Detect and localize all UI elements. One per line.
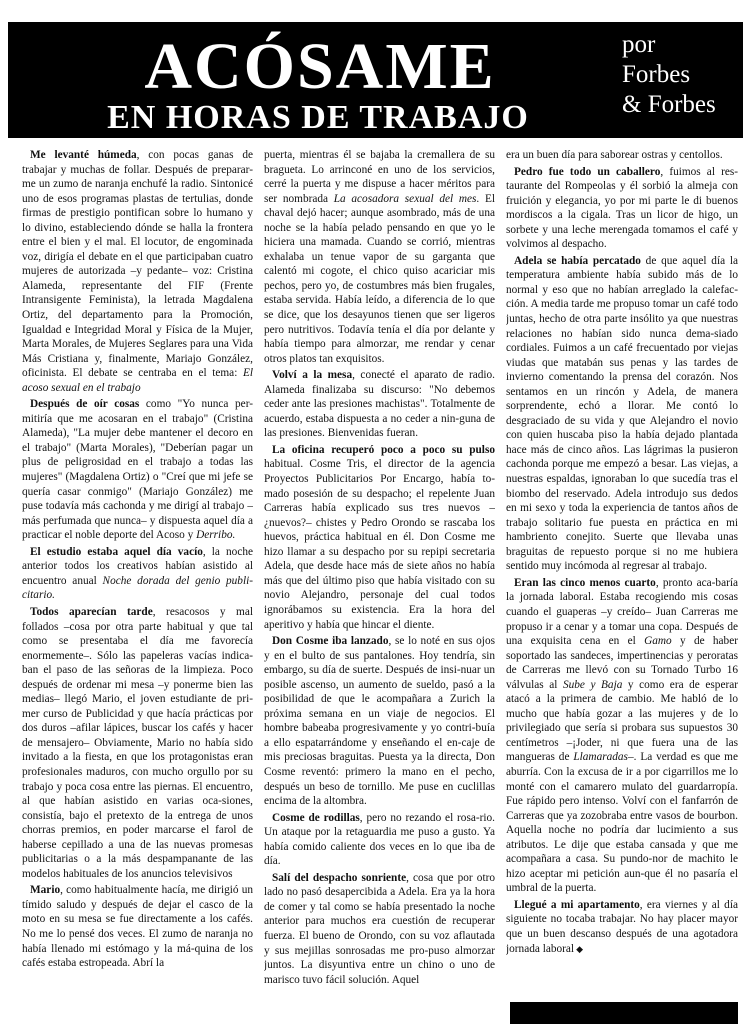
end-of-article-mark: ◆ [576, 943, 583, 954]
paragraph [264, 148, 495, 366]
paragraph-text: , pero no rezando el rosa-rio. Un ataque por la retaguardia me puso a gusto. Ya había comido caliente dos veces en lo que iba de día. [264, 811, 495, 868]
paragraph-text: como "Yo nunca per-mitiría que me acosaran en el trabajo" (Cristina Alameda), "La mujer debe mantener el decoro en el trabajo" (Marta Morales), "Deberían pagar un plus de peligrosidad en el trabajo a todas las mujeres" (Magdalena Ortiz) o "Creí que mi jefe se quería casar conmigo" (Mariajo González) me puse todavía más cachonda y me dirigí al trabajo –más perfumada que nunca– y dispuesta aquel día a practicar el noble deporte del Acoso y [22, 398, 253, 542]
paragraph [22, 397, 253, 542]
text-column-1 [22, 148, 253, 1018]
paragraph-italic: Noche dorada del genio publi-citario. [22, 574, 253, 602]
byline-author-1: Forbes [622, 61, 691, 88]
paragraph [264, 443, 495, 632]
paragraph-text: –. La verdad es que me aburría. Con la excusa de ir a por cigarrillos me lo monté con el camarero mulato del guardarropía. Fue rápido pero intenso. Volví con el fanfarrón de Carreras que ya zozobraba entre vasos de bourbon. Aquella noche no podría dar lucimiento a sus atributos. Le dije que estaba cansada y que me acompañara a casa. Su pundo-nor de machito le hizo aceptar mi petición aun-que él no pasaría el umbral de la puerta. [506, 751, 738, 895]
paragraph-text: , cosa que por otro lado no pasó desapercibida a Adela. Era ya la hora de comer y tal como se había presentado la noche anterior para muchos era cuestión de recuperar fuerza. El bueno de Orondo, con su voz aflautada y sus mejillas sonrosadas me pro-puso almorzar juntos. La disyuntiva entre un chino o uno de marisco tuvo fácil solución. Aquel [264, 871, 495, 986]
paragraph-lead: Pedro fue todo un caballero [514, 165, 661, 178]
paragraph-text: , se lo noté en sus ojos y en el bulto de sus pantalones. Hoy tendría, sin embargo, su día de suerte. Después de insi-nuar un posible ascenso, un aumento de sueldo, pasó a la posibilidad de que le acompañara a Zurich la próxima semana en un viaje de negocios. El hombre babeaba progresivamente y yo contri-buía a ello espatarrándome y enseñando el en-caje de mis preciosas braguitas. Puesta ya la directa, Don Cosme reventó: primero la mano en el pecho, después un beso de tornillo. Me puse en cuclillas encima de la altombra. [264, 635, 495, 808]
paragraph-text: , era viernes y al día siguiente no tocaba trabajar. No hay placer mayor que un buen descanso después de una agotadora jornada laboral [506, 898, 738, 955]
paragraph-italic: Llamaradas [573, 751, 628, 764]
decorative-black-bar [510, 1002, 738, 1024]
paragraph-lead: Todos aparecían tarde [30, 605, 153, 618]
paragraph-lead: Volví a la mesa [272, 369, 353, 382]
paragraph-italic: Gamo [644, 635, 672, 648]
paragraph [506, 576, 738, 896]
paragraph [506, 165, 738, 252]
paragraph-text: , con pocas ganas de trabajar y muchas de follar. Después de preparar-me un zumo de naranja enchufé la radio. Sintonicé uno de esos programas plastas de tertulias, donde firmas de prestigio pontifican sobre lo humano y lo divino, estableciendo dónde se halla la frontera entre el bien y el mal. El locutor, de engominada voz, dirigía el debate en el que participaban cuatro mujeres de autorizada –y pedante– voz: Cristina Alameda, representante del FIF (Frente Intransigente Feminista), la letrada Magdalena Ortiz, del departamento para la Promoción, Igualdad e Integridad Moral y Física de la Mujer, Marta Morales, de Mujeres Seglares para una Vida Más Cristiana y, finalmente, Mariajo González, oficinista. El debate se centraba en el tema: [22, 149, 253, 380]
paragraph-lead: El estudio estaba aquel día vacío [30, 545, 203, 558]
text-column-3 [506, 148, 738, 1018]
paragraph-lead: Don Cosme iba lanzado [272, 635, 389, 648]
paragraph-text: , como habitualmente hacía, me dirigió un tímido saludo y después de dejar el casco de la moto en su mesa se fue directamente a los cafés. No me lo pensé dos veces. El zumo de naranja no había llenado mi estómago y la má-quina de los cafés estaba estropeada. Abrí la [22, 884, 253, 970]
paragraph-lead: Después de oír cosas [30, 398, 140, 411]
paragraph [264, 634, 495, 809]
byline-por: por [622, 31, 656, 58]
paragraph-text: . El chaval dejó hacer; aunque asombrado, más de una noche se la había pelado pensando en que yo le hiciera una mamada. Cuando se corrió, mientras exhalaba un tenue vapor de su garganta que calentó mi cogote, el chico quiso acariciar mis pechos, pero yo, de costumbres más bien frugales, estaba servida. Había leído, a diferencia de lo que se dice, que los desayunos tienen que ser ligeros pero nutritivos. Todavía tenía el día por delante y había tiempo para almorzar, me rendar y cenar otros platos tan exquisitos. [264, 192, 495, 365]
paragraph-text: , resacosos y mal follados –cosa por otra parte habitual y que tal como se presentaba el día me favorecía enormemente–. Sólo las papeleras vacías indica-ban el paso de las señoras de la limpieza. Poco después de ordenar mi mesa –y ponerme bien las medias– llegó Mario, el joven estudiante de pri-mer curso de Publicidad y que hacía prácticas por dos duros –afilar lápices, buscar los cafés y hacer de mensajero– Obviamente, Mario no había sido invitado a la fiesta, en que los protagonistas eran profesionales maduros, con mucho orgullo por su trabajo y poca cosa entre las piernas. El encuentro, al que habían asistido en varias oca-siones, consistía, bajo el pretexto de la entrega de unos chorras premios, en poder marcarse el farol de haberse cepillado a una de las nuevas promesas publicitarias o a la más despampanante de las modelos habituales de los anuncios televisivos [22, 605, 253, 880]
paragraph [264, 871, 495, 987]
paragraph [264, 368, 495, 441]
paragraph-text: y como era de esperar atacó a la primera de cambio. Me habló de lo mucho que había gozar a las mujeres y de lo privilegiado que sería si probara sus supuestos 30 centímetros –¡Joder, ni que fuera una de las mangueras de [506, 678, 738, 764]
title-banner [8, 22, 743, 138]
paragraph-text: y de haber soportado las sandeces, impertinencias y peroratas de Carreras me llevó con su Tornado Turbo 16 válvulas al [506, 635, 738, 691]
paragraph-text: habitual. Cosme Tris, el director de la agencia Proyectos Publicitarios Por Encargo, había to-mado posesión de su despacho; el repelente Juan Carreras había explicado sus tres nuevos –¿nuevos?– chistes y Pedro Orondo se rascaba los huevos, práctica habitual en él. Don Cosme me hizo llamar a su despacho por su repipi secretaria Adela, que desde hace más de siete años no había más que del último piso que había visitado con su novio Alejandro, personaje del cual todos ignorábamos su existencia. Era la hora del aperitivo y había que hincar el diente. [264, 458, 495, 631]
title-block [8, 22, 620, 138]
paragraph-text: , la noche anterior todos los creativos habían asistido al encuentro anual [22, 545, 253, 587]
paragraph [22, 883, 253, 970]
paragraph-text: , fuimos al res-taurante del Rompeolas y él sorbió la almeja con fruición y elegancia, yo por mi parte le di buenos mordiscos a la cigala. Tras un licor de higo, un sorbete y una leche merengada tomamos el café y volvimos al despacho. [506, 165, 738, 251]
paragraph-italic: Sube y Baja [562, 678, 623, 691]
paragraph-text: , conecté el aparato de radio. Alameda finalizaba su discurso: "No debemos ceder ante las presiones machistas". Totalmente de acuerdo, estaba dispuesta a no ceder a nin-guna de las presiones. Bienvenidas fueran. [264, 369, 495, 440]
paragraph [506, 254, 738, 574]
paragraph-lead: Eran las cinco menos cuarto [514, 576, 656, 589]
paragraph [22, 148, 253, 395]
paragraph-italic: El acoso sexual en el trabajo [22, 367, 253, 394]
paragraph-text: , pronto aca-baría la jornada laboral. Estaba recogiendo mis cosas cuando el guaperas –y creído– Juan Carreras me propuso ir a cenar y a tomar una copa. Después de una exquisita cena en el [506, 576, 738, 648]
page-header-strip [30, 0, 230, 8]
paragraph [506, 148, 738, 163]
paragraph [22, 545, 253, 603]
paragraph [264, 811, 495, 869]
paragraph [506, 898, 738, 956]
byline-author-2: & Forbes [622, 91, 716, 118]
paragraph-text: puerta, mientras él se bajaba la cremallera de su bragueta. Lo arrinconé en uno de los servicios, cerré la puerta y me dispuse a hacer méritos para ser nombrada [264, 149, 495, 205]
byline [622, 30, 740, 120]
paragraph-lead: La oficina recuperó poco a poco su pulso [272, 443, 495, 456]
paragraph-lead: Me levanté húmeda [30, 149, 137, 161]
article-title-line1: ACÓSAME [144, 30, 496, 103]
paragraph-lead: Salí del despacho sonriente [272, 871, 407, 884]
article-title-line2: EN HORAS DE TRABAJO [107, 99, 529, 136]
paragraph-text: de que aquel día la temperatura ambiente había subido más de lo normal y eso que no habían arreglado la calefac-ción. A media tarde me propuso tomar un café todo juntas, hecho de otra parte insólito ya que nuestras relaciones no habían sido nunca dema-siado cordiales. Fuimos a un café frecuentado por viejas viudas que matabán sus penas y las tardes de invierno comentando la prensa del corazón. Nos sentamos en un rincón y Adela, de manera sorprendente, echó a llorar. Me contó lo desgraciado de su vida y que Alejandro el novio con quien huscaba piso la había dejado plantada hace más de cinco años. Las lágrimas la pusieron cachonda porque me empezó a besar. Las viejas, a nuestras espaldas, ignoraban lo que sucedía tras el biombo del reservado. Adela introdujo sus dedos en mi sexo y toda la experiencia de tantos años de trabajo solitario fue puesta en práctica en mi hambriento conejito. Suerte que llevaba unas braguitas de repuesto porque si no me hubiera sentido muy incómoda al regresar al trabajo. [506, 254, 738, 573]
paragraph-lead: Mario [30, 884, 61, 897]
paragraph-lead: Cosme de rodillas [272, 811, 360, 824]
paragraph-lead: Adela se había percatado [514, 254, 641, 267]
paragraph-text: era un buen día para saborear ostras y centollos. [506, 149, 723, 161]
paragraph-italic: La acosadora sexual del mes [333, 192, 477, 205]
paragraph-lead: Llegué a mi apartamento [514, 898, 640, 911]
paragraph [22, 605, 253, 881]
paragraph-italic: Derribo. [196, 529, 236, 542]
text-column-2 [264, 148, 495, 1018]
